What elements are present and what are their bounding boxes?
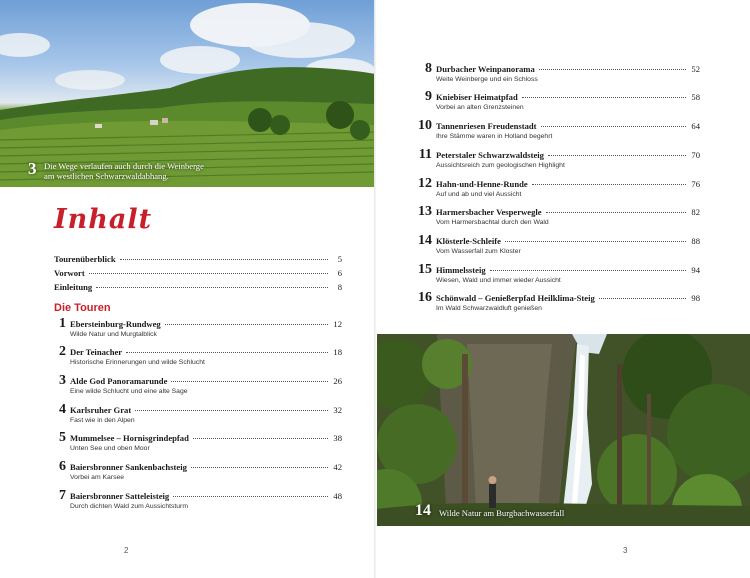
toc-intro: [54, 254, 342, 296]
page-number: 2: [124, 546, 129, 555]
tour-title: Der Teinacher: [70, 347, 123, 357]
dot-leader: [173, 496, 328, 497]
dot-leader: [96, 287, 328, 288]
tour-page: 26: [333, 376, 342, 386]
tour-page: 42: [333, 462, 342, 472]
book-gutter: [374, 0, 376, 578]
tour-page: 82: [691, 207, 700, 217]
photo-caption-line1: Die Wege verlaufen auch durch die Weinberge: [44, 161, 204, 171]
tour-number: 7: [59, 488, 66, 503]
tour-number: 13: [418, 204, 432, 219]
tour-title-row: [436, 207, 700, 217]
tour-title: Baiersbronner Sankenbachsteig: [70, 462, 187, 472]
tour-title-row: [70, 319, 342, 329]
waterfall-photo: [377, 334, 750, 526]
tour-title: Alde God Panoramarunde: [70, 376, 168, 386]
dot-leader: [522, 97, 686, 98]
tour-title: Himmelssteig: [436, 265, 486, 275]
tour-number: 10: [418, 118, 432, 133]
section-heading: Die Touren: [54, 302, 111, 314]
dot-leader: [599, 298, 686, 299]
dot-leader: [505, 241, 686, 242]
tour-subtitle: Vorbei am Karsee: [70, 474, 125, 481]
dot-leader: [165, 324, 328, 325]
dot-leader: [548, 155, 686, 156]
tour-number: 16: [418, 290, 432, 305]
tour-subtitle: Wiesen, Wald und immer wieder Aussicht: [436, 277, 561, 284]
dot-leader: [539, 69, 686, 70]
tour-page: 98: [691, 293, 700, 303]
tour-title-row: [70, 491, 342, 501]
tour-subtitle: Vorbei an alten Grenzsteinen: [436, 104, 524, 111]
page-number: 3: [623, 546, 628, 555]
tour-page: 52: [691, 64, 700, 74]
tour-page: 58: [691, 92, 700, 102]
page-title: Inhalt: [54, 204, 153, 235]
tour-title: Durbacher Weinpanorama: [436, 64, 535, 74]
dot-leader: [541, 126, 686, 127]
tour-number: 4: [59, 402, 66, 417]
dot-leader: [126, 352, 328, 353]
toc-page: 6: [337, 268, 342, 278]
dot-leader: [171, 381, 328, 382]
tour-title: Peterstaler Schwarzwaldsteig: [436, 150, 544, 160]
tour-number: 14: [418, 233, 432, 248]
tour-title: Tannenriesen Freudenstadt: [436, 121, 537, 131]
dot-leader: [120, 259, 328, 260]
tour-title: Schönwald – Genießerpfad Heilklima-Steig: [436, 293, 595, 303]
tour-title: Karlsruher Grat: [70, 405, 132, 415]
tour-page: 32: [333, 405, 342, 415]
tour-number: 15: [418, 262, 432, 277]
tour-number: 9: [425, 89, 432, 104]
tour-title: Harmersbacher Vesperwegle: [436, 207, 542, 217]
dot-leader: [490, 270, 686, 271]
toc-row[interactable]: [54, 282, 342, 296]
tour-title: Klösterle-Schleife: [436, 236, 501, 246]
tour-title-row: [436, 265, 700, 275]
tour-title-row: [70, 347, 342, 357]
tour-page: 76: [691, 179, 700, 189]
tour-page: 64: [691, 121, 700, 131]
tour-page: 38: [333, 433, 342, 443]
tour-number: 3: [59, 373, 66, 388]
toc-row[interactable]: [54, 268, 342, 282]
tour-title-row: [70, 462, 342, 472]
tour-subtitle: Wilde Natur und Murgtalblick: [70, 331, 157, 338]
tour-number: 12: [418, 176, 432, 191]
tour-page: 12: [333, 319, 342, 329]
tour-title-row: [436, 236, 700, 246]
photo-caption-text: Wilde Natur am Burgbachwasserfall: [439, 508, 565, 518]
tour-title: Baiersbronner Satteleisteig: [70, 491, 170, 501]
tour-title-row: [436, 92, 700, 102]
toc-label: Tourenüberblick: [54, 254, 116, 264]
photo-caption-number: 14: [415, 502, 431, 519]
toc-page: 5: [337, 254, 342, 264]
tour-subtitle: Fast wie in den Alpen: [70, 417, 135, 424]
tour-title-row: [436, 150, 700, 160]
tour-subtitle: Ihre Stämme waren in Holland begehrt: [436, 133, 553, 140]
tour-page: 18: [333, 347, 342, 357]
tour-number: 2: [59, 344, 66, 359]
dot-leader: [191, 467, 328, 468]
photo-caption-number: 3: [28, 159, 37, 178]
tour-number: 11: [418, 147, 432, 162]
toc-label: Vorwort: [54, 268, 85, 278]
tour-subtitle: Vom Wasserfall zum Kloster: [436, 248, 521, 255]
dot-leader: [89, 273, 328, 274]
tour-title: Ebersteinburg-Rundweg: [70, 319, 161, 329]
tour-subtitle: Durch dichten Wald zum Aussichtsturm: [70, 503, 188, 510]
tour-number: 1: [59, 316, 66, 331]
tour-title-row: [70, 376, 342, 386]
photo-caption-line2: am westlichen Schwarzwaldabhang.: [44, 171, 169, 181]
tour-subtitle: Weite Weinberge und ein Schloss: [436, 76, 538, 83]
tour-subtitle: Auf und ab und viel Aussicht: [436, 191, 522, 198]
tour-number: 8: [425, 61, 432, 76]
tour-title-row: [436, 64, 700, 74]
tour-number: 5: [59, 430, 66, 445]
dot-leader: [193, 438, 328, 439]
tour-subtitle: Aussichtsreich zum geologischen Highlight: [436, 162, 565, 169]
tour-title: Hahn-und-Henne-Runde: [436, 179, 528, 189]
tour-subtitle: Historische Erinnerungen und wilde Schlucht: [70, 359, 205, 366]
vineyard-photo: [0, 0, 375, 187]
tour-number: 6: [59, 459, 66, 474]
tour-page: 48: [333, 491, 342, 501]
tour-page: 94: [691, 265, 700, 275]
tour-title-row: [70, 405, 342, 415]
tour-title-row: [436, 179, 700, 189]
toc-page: 8: [337, 282, 342, 292]
tour-page: 88: [691, 236, 700, 246]
dot-leader: [532, 184, 686, 185]
dot-leader: [135, 410, 328, 411]
toc-label: Einleitung: [54, 282, 93, 292]
tour-title-row: [436, 293, 700, 303]
tour-title: Kniebiser Heimatpfad: [436, 92, 518, 102]
dot-leader: [546, 212, 686, 213]
tour-title-row: [70, 433, 342, 443]
tour-title-row: [436, 121, 700, 131]
tour-subtitle: Im Wald Schwarzwaldluft genießen: [436, 305, 542, 312]
toc-row[interactable]: [54, 254, 342, 268]
tour-page: 70: [691, 150, 700, 160]
tour-subtitle: Eine wilde Schlucht und eine alte Sage: [70, 388, 188, 395]
tour-subtitle: Vom Harmersbachtal durch den Wald: [436, 219, 549, 226]
tour-title: Mummelsee – Hornisgrindepfad: [70, 433, 189, 443]
tour-subtitle: Unten See und oben Moor: [70, 445, 150, 452]
